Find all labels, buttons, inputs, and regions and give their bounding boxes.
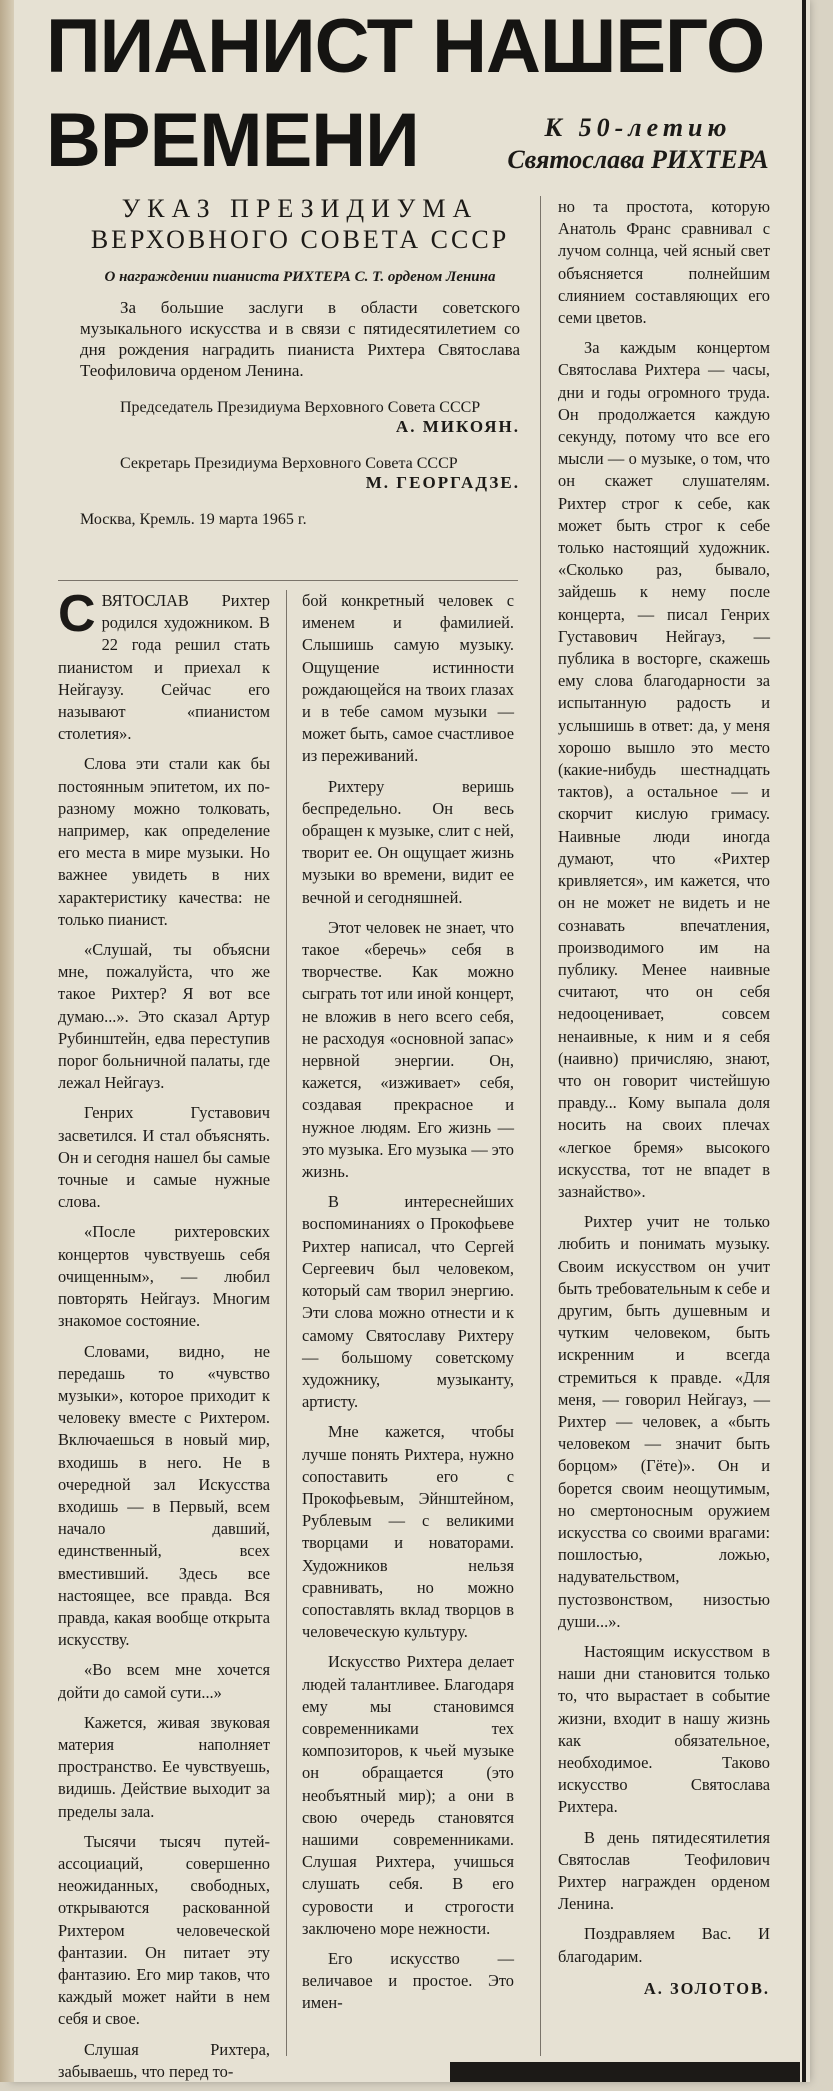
article-paragraph: Словами, видно, не передашь то «чувство музыки», которое приходит к человеку вместе с Рихтером. Включаешься в новый мир, входишь в него. Не в очередной зал Искусства входишь — в Первый, всем начало давший, единственный, всех вместивший. Здесь все настоящее, все правда. Вся правда, какая вообще открыта искусству. bbox=[58, 1341, 270, 1650]
article-column-1 bbox=[58, 585, 270, 2091]
article-paragraph: Кажется, живая звуковая материя наполняет пространство. Ее чувствуешь, видишь. Действие выходит за пределы зала. bbox=[58, 1712, 270, 1821]
signature-chairman-title: Председатель Президиума Верховного Совета СССР bbox=[120, 399, 481, 416]
kicker bbox=[478, 112, 798, 176]
article-paragraph: «Слушай, ты объясни мне, пожалуйста, что же такое Рихтер? Я вот все думаю...». Это сказал Артур Рубинштейн, едва переступив порог больничной палаты, где лежал Нейгауз. bbox=[58, 940, 270, 1093]
article-paragraph: Рихтер учит не только любить и понимать музыку. Своим искусством он учит быть требовательным к себе и другим, быть душевным и чутким человеком, быть искренним и всегда стремиться к правде. «Для меня, — говорил Нейгауз, — Рихтер — человек, а «быть человеком — значит быть борцом» (Гёте)». Он и борется своим неощутимым, но смертоносным оружием искусства со своими врагами: пошлостью, ложью, надувательством, пустозвонством, низостью души...». bbox=[558, 1212, 770, 1631]
column-divider bbox=[540, 196, 541, 2056]
article-paragraph: Искусство Рихтера делает людей талантливее. Благодаря ему мы становимся современниками тех композиторов, к чьей музыке он обращается (это необъятный мир); а они в свою очередь становятся нашими современниками. Слушая Рихтера, учишься слушать себя. В его суровости и строгости заключено море нежности. bbox=[302, 1652, 514, 1938]
article-paragraph: но та простота, которую Анатоль Франс сравнивал с лучом солнца, чей ясный свет объясняется полнейшим слиянием составляющих его семи цветов. bbox=[558, 197, 770, 328]
decree-title1: УКАЗ ПРЕЗИДИУМА bbox=[121, 194, 479, 223]
page-binding-edge bbox=[0, 0, 14, 2082]
article-column-3 bbox=[558, 196, 770, 2000]
kicker-line2: Святослава РИХТЕРА bbox=[507, 145, 769, 174]
article-paragraph: В день пятидесятилетия Святослав Теофилович Рихтер награжден орденом Ленина. bbox=[558, 1827, 770, 1914]
article-paragraph: Этот человек не знает, что такое «беречь» себя в творчестве. Как можно сыграть тот или иной концерт, не вложив в него всего себя, не расходуя «основной запас» нервной энергии. Он, кажется, «изживает» себя, создавая прекрасное и нужное людям. Его жизнь — это музыка. Его музыка — это жизнь. bbox=[302, 917, 514, 1182]
article-paragraph: В интереснейших воспоминаниях о Прокофьеве Рихтер написал, что Сергей Сергеевич был человеком, который сам творил энергию. Эти слова можно отнести и к самому Святославу Рихтеру — большому советскому художнику, музыканту, артисту. bbox=[302, 1192, 514, 1412]
section-divider bbox=[58, 580, 518, 581]
article-paragraph: Настоящим искусством в наши дни становится только то, что вырастает в событие жизни, входит в нашу жизнь как обязательное, необходимое. Таково искусство Святослава Рихтера. bbox=[558, 1642, 770, 1817]
decree-title2: ВЕРХОВНОГО СОВЕТА СССР bbox=[90, 225, 510, 254]
signature-chairman-name: А. МИКОЯН. bbox=[395, 417, 520, 436]
article-paragraph: Его искусство — величавое и простое. Это имен- bbox=[302, 1948, 514, 2013]
decree-body: За большие заслуги в области советского музыкального искусства и в связи с пятидесятилетием со дня рождения наградить пианиста Рихтера Святослава Теофиловича орденом Ленина. bbox=[80, 298, 520, 380]
decree-block bbox=[80, 194, 520, 530]
article-paragraph: Слушая Рихтера, забываешь, что перед то- bbox=[58, 2039, 270, 2081]
article-paragraph: бой конкретный человек с именем и фамилией. Слышишь самую музыку. Ощущение истинности рождающейся на твоих глазах и в тебе самом музыки — может быть, самое счастливое из переживаний. bbox=[302, 591, 514, 766]
article-paragraph: Тысячи тысяч путей-ассоциаций, совершенно неожиданных, свободных, открываются раскованной Рихтером человеческой фантазии. Он питает эту фантазию. Его мир таков, что каждый может найти в нем себя и свое. bbox=[58, 1831, 270, 2029]
drop-cap: С bbox=[58, 585, 96, 643]
article-paragraph: Генрих Густавович засветился. И стал объяснять. Он и сегодня нашел бы самые точные и самые нужные слова. bbox=[58, 1103, 270, 1212]
bottom-border-rule bbox=[450, 2062, 800, 2082]
article-paragraph: Мне кажется, чтобы лучше понять Рихтера, нужно сопоставить его с Прокофьевым, Эйнштейном, Рублевым — с великими творцами и новаторами. Художников нельзя сравнивать, но можно сопоставлять вклад творцов в человеческую культуру. bbox=[302, 1422, 514, 1642]
article-paragraph: За каждым концертом Святослава Рихтера — часы, дни и годы огромного труда. Он продолжается каждую секунду, потому что все его мысли — о музыке, о том, что он скажет слушателям. Рихтер строг к себе, как может быть строг к себе только настоящий художник. «Сколько раз, бывало, зайдешь к нему после концерта, — писал Генрих Густавович Нейгауз, — публика в восторге, скажешь ему слова благодарности за испытанную радость и услышишь в ответ: да, у меня хорошо вышло это место (какие-нибудь шестнадцать тактов), а остальное — и скорчит кислую гримасу. Наивные люди иногда думают, что «Рихтер кривляется», им кажется, что он не может не видеть и не сознавать впечатления, производимого им на публику. Менее наивные считают, что он себя недооценивает, совсем ненаивные, к ним и я себя (наивно) причисляю, знают, что он говорит чистейшую правду... Кому выпала доля носить на своих плечах «легкое бремя» высокого искусства, тот не впадет в зазнайство». bbox=[558, 338, 770, 1201]
decree-subtitle: О награждении пианиста РИХТЕРА С. Т. орденом Ленина bbox=[104, 269, 496, 285]
article-paragraph: СВЯТОСЛАВ Рихтер родился художником. В 22 года решил стать пианистом и приехал к Нейгаузу. Сейчас его называют «пианистом столетия». bbox=[58, 585, 270, 744]
article-paragraph: Рихтеру веришь беспредельно. Он весь обращен к музыке, слит с ней, творит ее. Он ощущает жизнь музыки во времени, видит ее вечной и сегодняшней. bbox=[302, 776, 514, 907]
headline-line2: ВРЕМЕНИ bbox=[46, 98, 419, 183]
article-author: А. ЗОЛОТОВ. bbox=[643, 1978, 770, 1998]
signature-secretary bbox=[80, 453, 520, 493]
article-paragraph: «После рихтеровских концертов чувствуешь себя очищенным», — любил повторять Нейгауз. Многим знакомое состояние. bbox=[58, 1222, 270, 1331]
column-divider bbox=[286, 590, 287, 2056]
decree-date: Москва, Кремль. 19 марта 1965 г. bbox=[80, 511, 307, 528]
signature-secretary-name: М. ГЕОРГАДЗЕ. bbox=[365, 473, 520, 492]
headline-line1: ПИАНИСТ НАШЕГО bbox=[46, 4, 765, 89]
article-paragraph: Поздравляем Вас. И благодарим. bbox=[558, 1924, 770, 1966]
article-paragraph: Слова эти стали как бы постоянным эпитетом, их по-разному можно толковать, например, как определение его места в мире музыки. Но важнее увидеть в них характеристику качества: не только пианист. bbox=[58, 754, 270, 929]
article-column-2 bbox=[302, 590, 514, 2023]
kicker-line1: К 50-летию bbox=[544, 113, 732, 142]
signature-chairman bbox=[80, 397, 520, 437]
article-paragraph: «Во всем мне хочется дойти до самой сути...» bbox=[58, 1660, 270, 1702]
signature-secretary-title: Секретарь Президиума Верховного Совета СССР bbox=[120, 455, 458, 472]
column-border-rule bbox=[802, 0, 806, 2082]
